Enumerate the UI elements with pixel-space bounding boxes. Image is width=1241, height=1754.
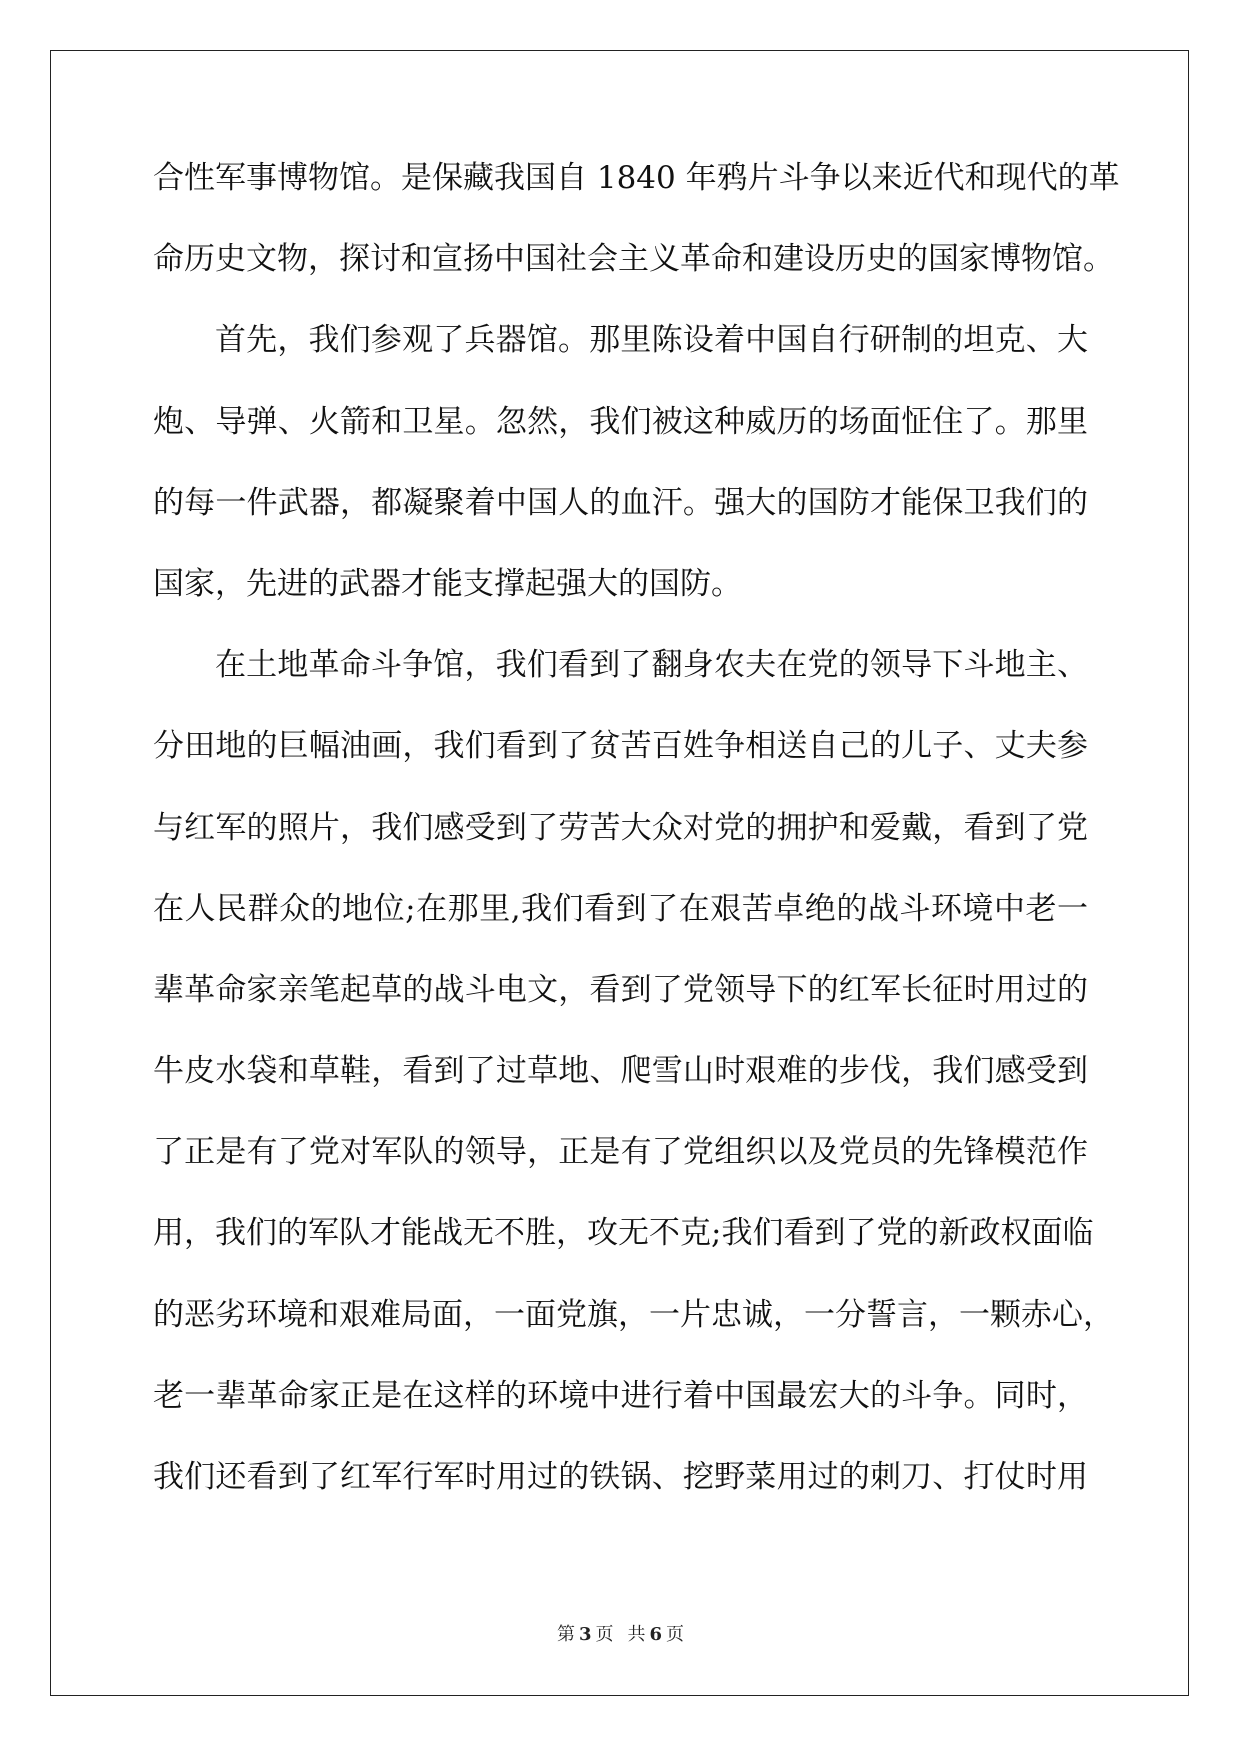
total-page-count: 6 xyxy=(649,1624,663,1645)
text-line: 老一辈革命家正是在这样的环境中进行着中国最宏大的斗争。同时， xyxy=(153,1377,1088,1414)
text-line: 分田地的巨幅油画，我们看到了贫苦百姓争相送自己的儿子、丈夫参 xyxy=(153,728,1088,765)
text-line: 的恶劣环境和艰难局面，一面党旗，一片忠诚，一分誓言，一颗赤心， xyxy=(153,1296,1114,1333)
text-line: 炮、导弹、火箭和卫星。忽然，我们被这种威历的场面怔住了。那里 xyxy=(153,403,1088,440)
text-line: 牛皮水袋和草鞋，看到了过草地、爬雪山时艰难的步伐，我们感受到 xyxy=(153,1053,1088,1090)
text-line: 了正是有了党对军队的领导，正是有了党组织以及党员的先锋模范作 xyxy=(153,1134,1088,1171)
page-prefix: 第 xyxy=(556,1624,575,1645)
paragraph-start-line: 在土地革命斗争馆，我们看到了翻身农夫在党的领导下斗地主、 xyxy=(215,647,1088,684)
text-line: 我们还看到了红军行军时用过的铁锅、挖野菜用过的刺刀、打仗时用 xyxy=(153,1459,1088,1495)
text-line: 命历史文物，探讨和宣扬中国社会主义革命和建设历史的国家博物馆。 xyxy=(153,241,1114,278)
page-suffix: 页 xyxy=(595,1624,614,1645)
total-suffix: 页 xyxy=(666,1624,685,1645)
text-line: 在人民群众的地位;在那里,我们看到了在艰苦卓绝的战斗环境中老一 xyxy=(153,890,1088,927)
page-footer xyxy=(0,1620,1241,1646)
text-line: 合性军事博物馆。是保藏我国自 1840 年鸦片斗争以来近代和现代的革 xyxy=(153,160,1120,196)
text-line: 辈革命家亲笔起草的战斗电文，看到了党领导下的红军长征时用过的 xyxy=(153,971,1088,1008)
total-prefix: 共 xyxy=(627,1624,646,1645)
paragraph-start-line: 首先，我们参观了兵器馆。那里陈设着中国自行研制的坦克、大 xyxy=(215,322,1088,359)
current-page-number: 3 xyxy=(578,1624,592,1645)
text-line: 与红军的照片，我们感受到了劳苦大众对党的拥护和爱戴，看到了党 xyxy=(153,809,1088,846)
document-body xyxy=(153,160,1120,1542)
text-line: 用，我们的军队才能战无不胜，攻无不克;我们看到了党的新政权面临 xyxy=(153,1215,1094,1252)
text-line: 国家，先进的武器才能支撑起强大的国防。 xyxy=(153,565,742,602)
text-line: 的每一件武器，都凝聚着中国人的血汗。强大的国防才能保卫我们的 xyxy=(153,484,1088,521)
